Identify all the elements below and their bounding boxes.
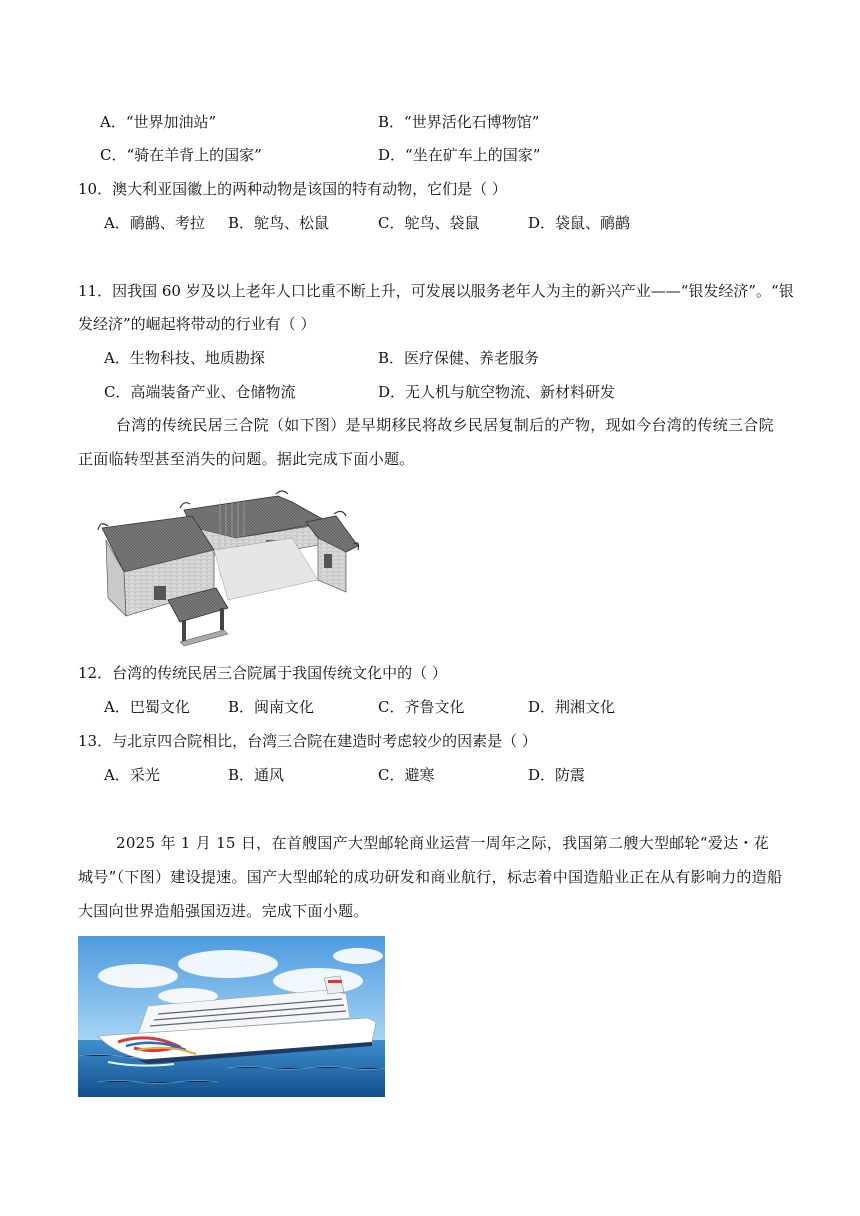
q11-option-a: A．生物科技、地质勘探 — [104, 349, 265, 367]
q12-option-b: B．闽南文化 — [228, 698, 315, 716]
question-12-stem: 12．台湾的传统民居三合院属于我国传统文化中的（ ） — [78, 664, 447, 682]
question-10-stem: 10．澳大利亚国徽上的两种动物是该国的特有动物，它们是（ ） — [78, 180, 507, 198]
ship-passage: 2025 年 1 月 15 日，在首艘国产大型邮轮商业运营一周年之际，我国第二艘大型邮轮“爱达・花城号”（下图）建设提速。国产大型邮轮的成功研发和商业航行，标志着中国造船业正在从有影响力的造船大国向世界造船强国迈进。完成下面小题。 — [78, 834, 783, 920]
q10-option-a: A．鸸鹋、考拉 — [104, 214, 205, 232]
q11-option-b: B．医疗保健、养老服务 — [378, 349, 540, 367]
q9-option-c: C．“骑在羊背上的国家” — [100, 146, 262, 164]
q11-option-c: C．高端装备产业、仓储物流 — [104, 383, 296, 401]
q10-option-b: B．鸵鸟、松鼠 — [228, 214, 330, 232]
question-11-stem-line1: 11．因我国 60 岁及以上老年人口比重不断上升，可发展以服务老年人为主的新兴产业——“银发经济”。“银 — [78, 282, 794, 300]
question-13-stem: 13．与北京四合院相比，台湾三合院在建造时考虑较少的因素是（ ） — [78, 732, 537, 750]
taiwan-passage: 台湾的传统民居三合院（如下图）是早期移民将故乡民居复制后的产物，现如今台湾的传统三合院正面临转型甚至消失的问题。据此完成下面小题。 — [78, 416, 774, 468]
q13-option-d: D．防震 — [528, 766, 586, 784]
question-11-stem-line2: 发经济”的崛起将带动的行业有（ ） — [78, 315, 316, 333]
cruise-ship-photo — [78, 936, 385, 1097]
q10-option-d: D．袋鼠、鸸鹋 — [528, 214, 631, 232]
q13-option-a: A．采光 — [104, 766, 160, 784]
q12-option-d: D．荆湘文化 — [528, 698, 616, 716]
q12-option-a: A．巴蜀文化 — [104, 698, 190, 716]
q13-option-b: B．通风 — [228, 766, 285, 784]
q12-option-c: C．齐鲁文化 — [378, 698, 465, 716]
q11-option-d: D．无人机与航空物流、新材料研发 — [378, 383, 616, 401]
sanheyuan-house-illustration — [96, 488, 360, 650]
q9-option-a: A．“世界加油站” — [100, 113, 217, 131]
q13-option-c: C．避寒 — [378, 766, 435, 784]
q10-option-c: C．鸵鸟、袋鼠 — [378, 214, 480, 232]
q9-option-d: D．“坐在矿车上的国家” — [378, 146, 541, 164]
q9-option-b: B．“世界活化石博物馆” — [378, 113, 540, 131]
